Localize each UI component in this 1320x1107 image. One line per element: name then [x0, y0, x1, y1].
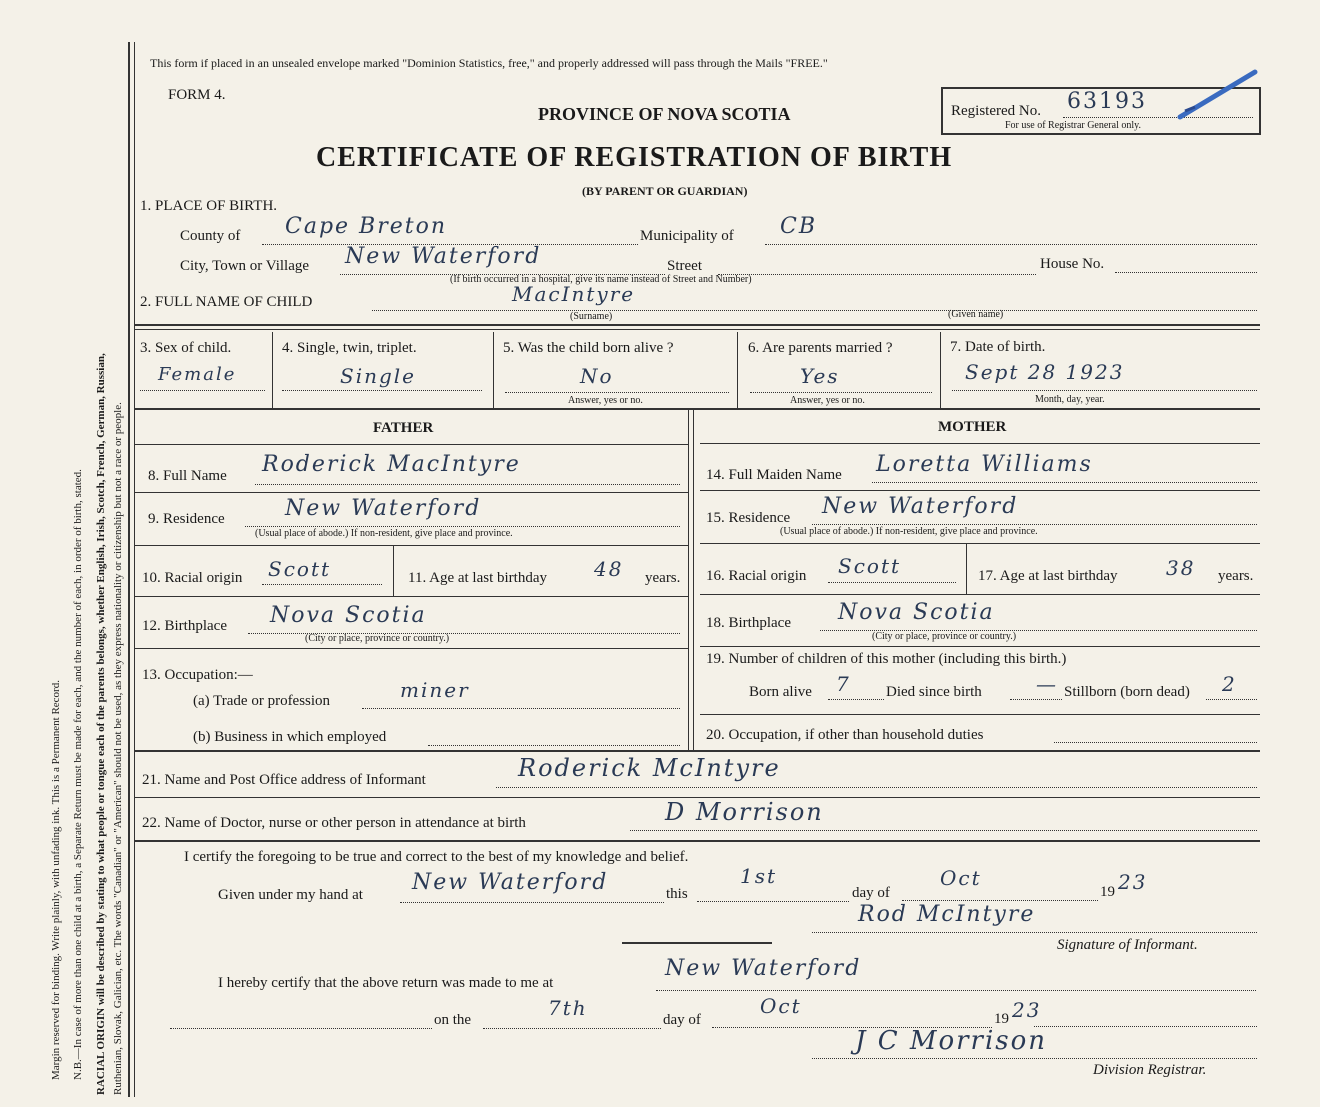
- given-year-value: 23: [1118, 870, 1148, 894]
- given-month-value: Oct: [940, 866, 982, 890]
- father-residence-value: New Waterford: [285, 496, 482, 521]
- registrar-year-prefix: 19: [994, 1011, 1009, 1027]
- registrar-statement: I hereby certify that the above return was made to me at: [218, 975, 554, 991]
- sex-label: 3. Sex of child.: [140, 340, 232, 356]
- married-label: 6. Are parents married ?: [748, 340, 893, 356]
- registrar-note: For use of Registrar General only.: [1005, 120, 1141, 131]
- dob-value: Sept 28 1923: [965, 360, 1125, 384]
- pen-mark-icon: [1175, 67, 1265, 127]
- registered-value: 63193: [1067, 89, 1147, 114]
- stillborn-value: 2: [1222, 672, 1237, 696]
- form-number: FORM 4.: [168, 87, 226, 103]
- form-left-border: [128, 42, 130, 1097]
- given-label: Given under my hand at: [218, 887, 363, 903]
- margin-note-binding: Margin reserved for binding. Write plainly, with unfading ink. This is a Permanent Record.: [50, 680, 62, 1080]
- father-residence-label: 9. Residence: [148, 511, 225, 527]
- sex-value: Female: [158, 364, 237, 385]
- registrar-place-value: New Waterford: [665, 956, 862, 981]
- registrar-signature-caption: Division Registrar.: [1093, 1062, 1207, 1078]
- mother-birthplace-label: 18. Birthplace: [706, 615, 791, 631]
- plurality-value: Single: [340, 364, 417, 388]
- mother-race-value: Scott: [838, 554, 902, 578]
- mother-name-value: Loretta Williams: [876, 452, 1093, 477]
- certificate-title: CERTIFICATE OF REGISTRATION OF BIRTH: [316, 142, 953, 173]
- father-birthplace-note: (City or place, province or country.): [305, 633, 450, 644]
- registrar-onthe-label: on the: [434, 1012, 472, 1028]
- child-surname-value: MacIntyre: [512, 282, 636, 306]
- father-race-value: Scott: [268, 557, 332, 581]
- mother-age-label: 17. Age at last birthday: [978, 568, 1118, 584]
- born-alive-value: 7: [836, 672, 851, 696]
- mother-residence-value: New Waterford: [822, 494, 1019, 519]
- given-caption: (Given name): [948, 309, 1004, 320]
- certificate-subtitle: (BY PARENT OR GUARDIAN): [582, 184, 748, 198]
- province-title: PROVINCE OF NOVA SCOTIA: [538, 104, 791, 124]
- dob-caption: Month, day, year.: [1035, 394, 1105, 405]
- county-label: County of: [180, 228, 241, 244]
- surname-caption: (Surname): [570, 311, 613, 322]
- registrar-month-value: Oct: [760, 994, 802, 1018]
- house-label: House No.: [1040, 256, 1105, 272]
- alive-value: No: [580, 364, 614, 388]
- informant-signature: Rod McIntyre: [858, 902, 1036, 927]
- father-occupation-label: 13. Occupation:—: [142, 667, 253, 683]
- children-label: 19. Number of children of this mother (including this birth.): [706, 651, 1067, 667]
- given-place-value: New Waterford: [412, 870, 609, 895]
- city-value: New Waterford: [345, 244, 542, 269]
- mother-birthplace-note: (City or place, province or country.): [872, 631, 1017, 642]
- given-dayof-label: day of: [852, 885, 890, 901]
- registrar-dayof-label: day of: [663, 1012, 701, 1028]
- margin-note-nb: N.B.—In case of more than one child at a birth, a Separate Return must be made for each, and the number of each, in order of birth, stated.: [72, 469, 84, 1080]
- married-value: Yes: [800, 364, 840, 388]
- married-caption: Answer, yes or no.: [790, 395, 865, 406]
- registrar-signature: J C Morrison: [855, 1026, 1048, 1056]
- mother-name-label: 14. Full Maiden Name: [706, 467, 842, 483]
- informant-signature-caption: Signature of Informant.: [1057, 937, 1198, 953]
- margin-note-racial-2: Ruthenian, Slovak, Galician, etc. The words "Canadian" or "American" should not be used, as they express nationality or citizenship but not a race or people.: [112, 402, 124, 1095]
- mail-notice: This form if placed in an unsealed envelope marked "Dominion Statistics, free," and properly addressed will pass through the Mails "FREE.": [150, 56, 828, 70]
- father-heading: FATHER: [373, 420, 434, 436]
- father-race-label: 10. Racial origin: [142, 570, 243, 586]
- father-name-label: 8. Full Name: [148, 468, 227, 484]
- given-day-value: 1st: [740, 864, 778, 888]
- died-value: —: [1036, 672, 1058, 696]
- margin-note-racial: RACIAL ORIGIN will be described by stating to what people or tongue each of the parents belongs, whether English, Irish, Scotch, French, German, Russian,: [95, 353, 107, 1095]
- alive-label: 5. Was the child born alive ?: [503, 340, 674, 356]
- registrar-year-value: 23: [1012, 998, 1042, 1022]
- registrar-day-value: 7th: [548, 996, 588, 1020]
- father-birthplace-value: Nova Scotia: [270, 603, 427, 628]
- trade-label: (a) Trade or profession: [193, 693, 331, 709]
- mother-occupation-label: 20. Occupation, if other than household duties: [706, 727, 984, 743]
- this-label: this: [666, 886, 688, 902]
- county-value: Cape Breton: [285, 214, 448, 239]
- municipality-label: Municipality of: [640, 228, 734, 244]
- municipality-value: CB: [780, 214, 817, 239]
- city-label: City, Town or Village: [180, 258, 310, 274]
- child-name-label: 2. FULL NAME OF CHILD: [140, 294, 313, 310]
- form-left-border-inner: [134, 42, 135, 1097]
- informant-value: Roderick McIntyre: [518, 754, 781, 782]
- registered-box: [941, 87, 1261, 135]
- father-age-value: 48: [594, 557, 624, 581]
- mother-residence-note: (Usual place of abode.) If non-resident, give place and province.: [780, 526, 1038, 537]
- died-label: Died since birth: [886, 684, 982, 700]
- father-residence-note: (Usual place of abode.) If non-resident, give place and province.: [255, 528, 513, 539]
- born-alive-label: Born alive: [749, 684, 812, 700]
- mother-race-label: 16. Racial origin: [706, 568, 807, 584]
- stillborn-label: Stillborn (born dead): [1064, 684, 1190, 700]
- father-age-label: 11. Age at last birthday: [408, 570, 547, 586]
- mother-residence-label: 15. Residence: [706, 510, 791, 526]
- street-label: Street: [667, 258, 702, 274]
- mother-heading: MOTHER: [938, 419, 1007, 435]
- father-birthplace-label: 12. Birthplace: [142, 618, 227, 634]
- father-years: years.: [645, 570, 681, 586]
- plurality-label: 4. Single, twin, triplet.: [282, 340, 417, 356]
- father-name-value: Roderick MacIntyre: [262, 452, 521, 477]
- mother-birthplace-value: Nova Scotia: [838, 600, 995, 625]
- registered-label: Registered No.: [951, 103, 1041, 119]
- trade-value: miner: [400, 678, 470, 702]
- dob-label: 7. Date of birth.: [950, 339, 1046, 355]
- certify-statement: I certify the foregoing to be true and correct to the best of my knowledge and belief.: [184, 849, 689, 865]
- alive-caption: Answer, yes or no.: [568, 395, 643, 406]
- given-year-prefix: 19: [1100, 884, 1115, 900]
- hospital-note: (If birth occurred in a hospital, give its name instead of Street and Number): [450, 274, 752, 285]
- place-heading: 1. PLACE OF BIRTH.: [140, 198, 278, 214]
- doctor-label: 22. Name of Doctor, nurse or other person in attendance at birth: [142, 815, 526, 831]
- doctor-value: D Morrison: [665, 798, 824, 826]
- business-label: (b) Business in which employed: [193, 729, 387, 745]
- informant-label: 21. Name and Post Office address of Informant: [142, 772, 426, 788]
- mother-age-value: 38: [1166, 556, 1196, 580]
- mother-years: years.: [1218, 568, 1254, 584]
